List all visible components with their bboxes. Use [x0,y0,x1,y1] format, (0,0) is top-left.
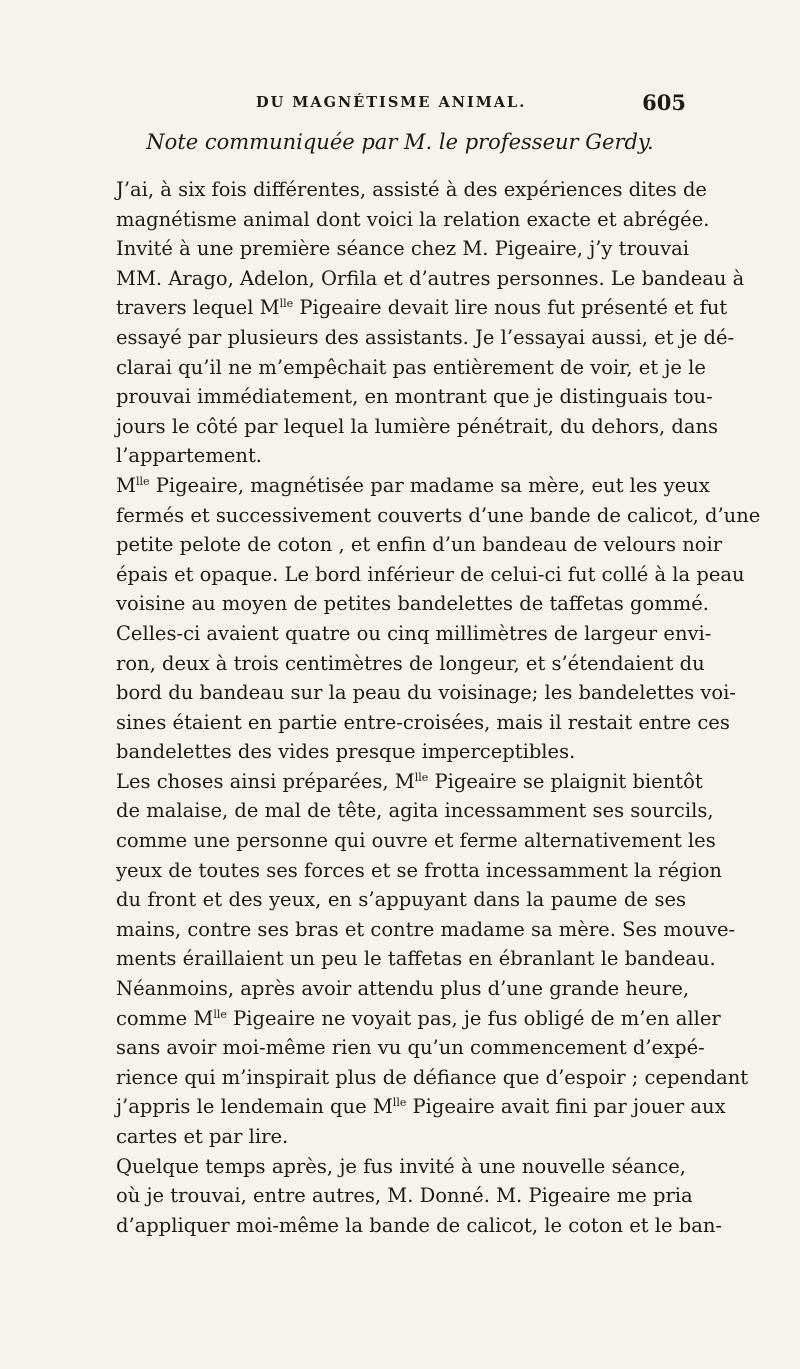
text-line: Les choses ainsi préparées, $M^{lle}$ Pigeaire se plaignit bientôt [116,769,703,793]
text-line: sans avoir moi-même rien vu qu’un commencement d’expé- [116,1036,705,1060]
text-line: jours le côté par lequel la lumière pénétrait, du dehors, dans [116,414,719,438]
text-line: comme $M^{lle}$ Pigeaire ne voyait pas, je fus obligé de m’en aller [116,1006,721,1030]
text-line: cartes et par lire. [116,1125,289,1148]
text-line: travers lequel $M^{lle}$ Pigeaire devait lire nous fut présenté et fut [116,296,728,320]
body-text [116,175,761,1240]
text-line: essayé par plusieurs des assistants. Je l’essayai aussi, et je dé- [116,325,735,349]
text-line: MM. Arago, Adelon, Orfila et d’autres personnes. Le bandeau à [116,266,745,290]
text-line: fermés et successivement couverts d’une bande de calicot, d’une [116,503,761,527]
text-line: j’appris le lendemain que $M^{lle}$ Pigeaire avait fini par jouer aux [116,1095,726,1119]
text-line: ments éraillaient un peu le taffetas en ébranlant le bandeau. [116,947,716,971]
note-title: Note communiquée par M. le professeur Gerdy. [146,130,654,154]
text-line: comme une personne qui ouvre et ferme alternativement les [116,829,716,853]
text-line: voisine au moyen de petites bandelettes de taffetas gommé. [116,592,709,616]
text-line: sines étaient en partie entre-croisées, mais il restait entre ces [116,710,730,734]
text-line: bord du bandeau sur la peau du voisinage; les bandelettes voi- [116,681,736,705]
text-line: magnétisme animal dont voici la relation exacte et abrégée. [116,207,710,231]
text-line: épais et opaque. Le bord inférieur de celui-ci fut collé à la peau [116,562,745,586]
page-header [56,90,686,118]
text-line: Celles-ci avaient quatre ou cinq millimètres de largeur envi- [116,621,712,645]
text-line: J’ai, à six fois différentes, assisté à des expériences dites de [116,178,707,201]
text-line: du front et des yeux, en s’appuyant dans la paume de ses [116,888,686,912]
text-line: de malaise, de mal de tête, agita incessamment ses sourcils, [116,799,714,823]
text-line: rience qui m’inspirait plus de défiance que d’espoir ; cependant [116,1065,749,1089]
text-line: clarai qu’il ne m’empêchait pas entièrement de voir, et je le [116,355,706,379]
text-line: prouvai immédiatement, en montrant que je distinguais tou- [116,385,713,409]
text-line: d’appliquer moi-même la bande de calicot, le coton et le ban- [116,1213,723,1237]
text-line: Quelque temps après, je fus invité à une nouvelle séance, [116,1154,686,1178]
text-line: ron, deux à trois centimètres de longeur, et s’étendaient du [116,651,705,675]
text-line: où je trouvai, entre autres, M. Donné. M. Pigeaire me pria [116,1184,693,1208]
running-title: DU MAGNÉTISME ANIMAL. [256,94,527,111]
text-line: mains, contre ses bras et contre madame sa mère. Ses mouve- [116,917,736,941]
page-number: 605 [642,90,686,115]
text-line: bandelettes des vides presque imperceptibles. [116,740,576,764]
text-line: petite pelote de coton , et enfin d’un bandeau de velours noir [116,533,723,557]
text-line: yeux de toutes ses forces et se frotta incessamment la région [116,858,722,882]
text-line: Néanmoins, après avoir attendu plus d’une grande heure, [116,977,690,1001]
text-line: $M^{lle}$ Pigeaire, magnétisée par madame sa mère, eut les yeux [116,473,710,497]
text-line: l’appartement. [116,444,262,468]
text-line: Invité à une première séance chez M. Pigeaire, j’y trouvai [116,237,689,261]
